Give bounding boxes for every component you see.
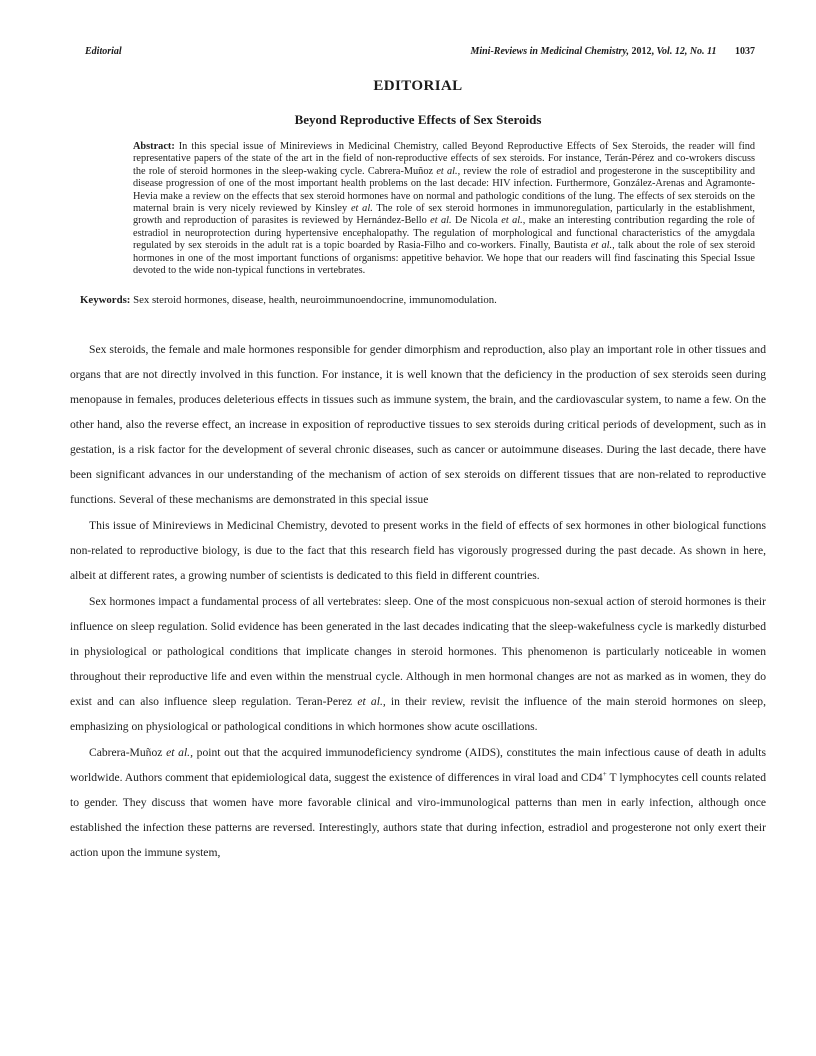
- section-heading: EDITORIAL: [373, 78, 463, 94]
- running-title: Editorial: [85, 46, 122, 57]
- keywords-line: [80, 294, 766, 307]
- body-paragraph: Sex steroids, the female and male hormones responsible for gender dimorphism and reproduction, also play an important role in other tissues and organs that are not directly involved in this function. For instance, it is well known that the deficiency in the production of sex steroids seen during menopause in females, produces deleterious effects in tissues such as immune system, the brain, and the cardiovascular system, to name a few. On the other hand, also the reverse effect, an increase in exposition of reproductive tissues to sex steroids during critical periods of development, such as in gestation, is a risk factor for the development of several chronic diseases, such as cancer or autoimmune diseases. During the last decade, there have been significant advances in our understanding of the mechanism of action of sex steroids on different tissues that are non-related to reproductive functions. Several of these mechanisms are demonstrated in this special issue: [70, 343, 766, 507]
- body-paragraph: This issue of Minireviews in Medicinal Chemistry, devoted to present works in the field of effects of sex hormones in other biological functions non-related to reproductive biology, is due to the fact that this research field has vigorously progressed during the past decade. As shown in here, albeit at different rates, a growing number of scientists is dedicated to this field in different countries.: [70, 519, 766, 583]
- keywords-text: Sex steroid hormones, disease, health, neuroimmunoendocrine, immunomodulation.: [130, 294, 497, 307]
- page-header: [70, 46, 766, 58]
- article-title: Beyond Reproductive Effects of Sex Steroids: [294, 112, 542, 127]
- abstract-text: In this special issue of Minireviews in Medicinal Chemistry, called Beyond Reproductive Effects of Sex Steroids, the reader will find representative papers of the state of the art in the field of non-reproductive effects of sex steroids. For instance, Terán-Pérez and co-wrokers discuss the role of steroid hormones in the sleep-waking cycle. Cabrera-Muñoz et al., review the role of estradiol and progesterone in the susceptibility and disease progression of one of the most important health problems on the last decade: HIV infection. Furthermore, González-Arenas and Agramonte-Hevia make a review on the effects that sex steroid hormones have on normal and pathologic conditions of the lung. The effects of sex steroids on the maternal brain is very nicely reviewed by Kinsley et al. The role of sex steroid hormones in immunoregulation, particularly in the establishment, growth and reproduction of parasites is reviewed by Hernández-Bello et al. De Nicola et al., make an interesting contribution regarding the role of estradiol in neuroprotection during hypertensive encephalopathy. The regulation of morphological and functional characteristics of the amygdala regulated by sex steroids in the adult rat is a topic boarded by Rasia-Filho and co-workers. Finally, Bautista et al., talk about the role of sex steroid hormones in one of the most important functions of organisms: appetitive behavior. We hope that our readers will find fascinating this Special Issue devoted to the wide non-typical functions in vertebrates.: [133, 141, 755, 277]
- abstract-label: Abstract:: [133, 141, 175, 152]
- journal-reference: [470, 46, 755, 58]
- body-paragraph: Cabrera-Muñoz et al., point out that the acquired immunodeficiency syndrome (AIDS), constitutes the main infectious cause of death in adults worldwide. Authors comment that epidemiological data, suggest the existence of differences in viral load and CD4+ T lymphocytes cell counts related to gender. They discuss that women have more favorable clinical and viro-immunological patterns than men in early infection, although once established the infection these patterns are reversed. Interestingly, authors state that during infection, estradiol and progesterone not only exert their action upon the immune system,: [70, 746, 766, 860]
- article-body: [70, 337, 766, 865]
- abstract-block: [133, 141, 755, 277]
- page-number: 1037: [735, 46, 755, 57]
- journal-citation: Mini-Reviews in Medicinal Chemistry, 2012, Vol. 12, No. 11: [470, 46, 717, 57]
- keywords-label: Keywords:: [80, 294, 131, 307]
- body-paragraph: Sex hormones impact a fundamental process of all vertebrates: sleep. One of the most conspicuous non-sexual action of steroid hormones is their influence on sleep regulation. Solid evidence has been generated in the last decades indicating that the sleep-wakefulness cycle is markedly disturbed in physiological or pathological conditions that implicate changes in steroid hormones. This phenomenon is particularly noticeable in women throughout their reproductive life and even within the menstrual cycle. Although in men hormonal changes are not as marked as in women, they do exist and can also influence sleep regulation. Teran-Perez et al., in their review, revisit the influence of the main steroid hormones on sleep, emphasizing on physiological or pathological conditions in which hormones show acute oscillations.: [70, 595, 766, 734]
